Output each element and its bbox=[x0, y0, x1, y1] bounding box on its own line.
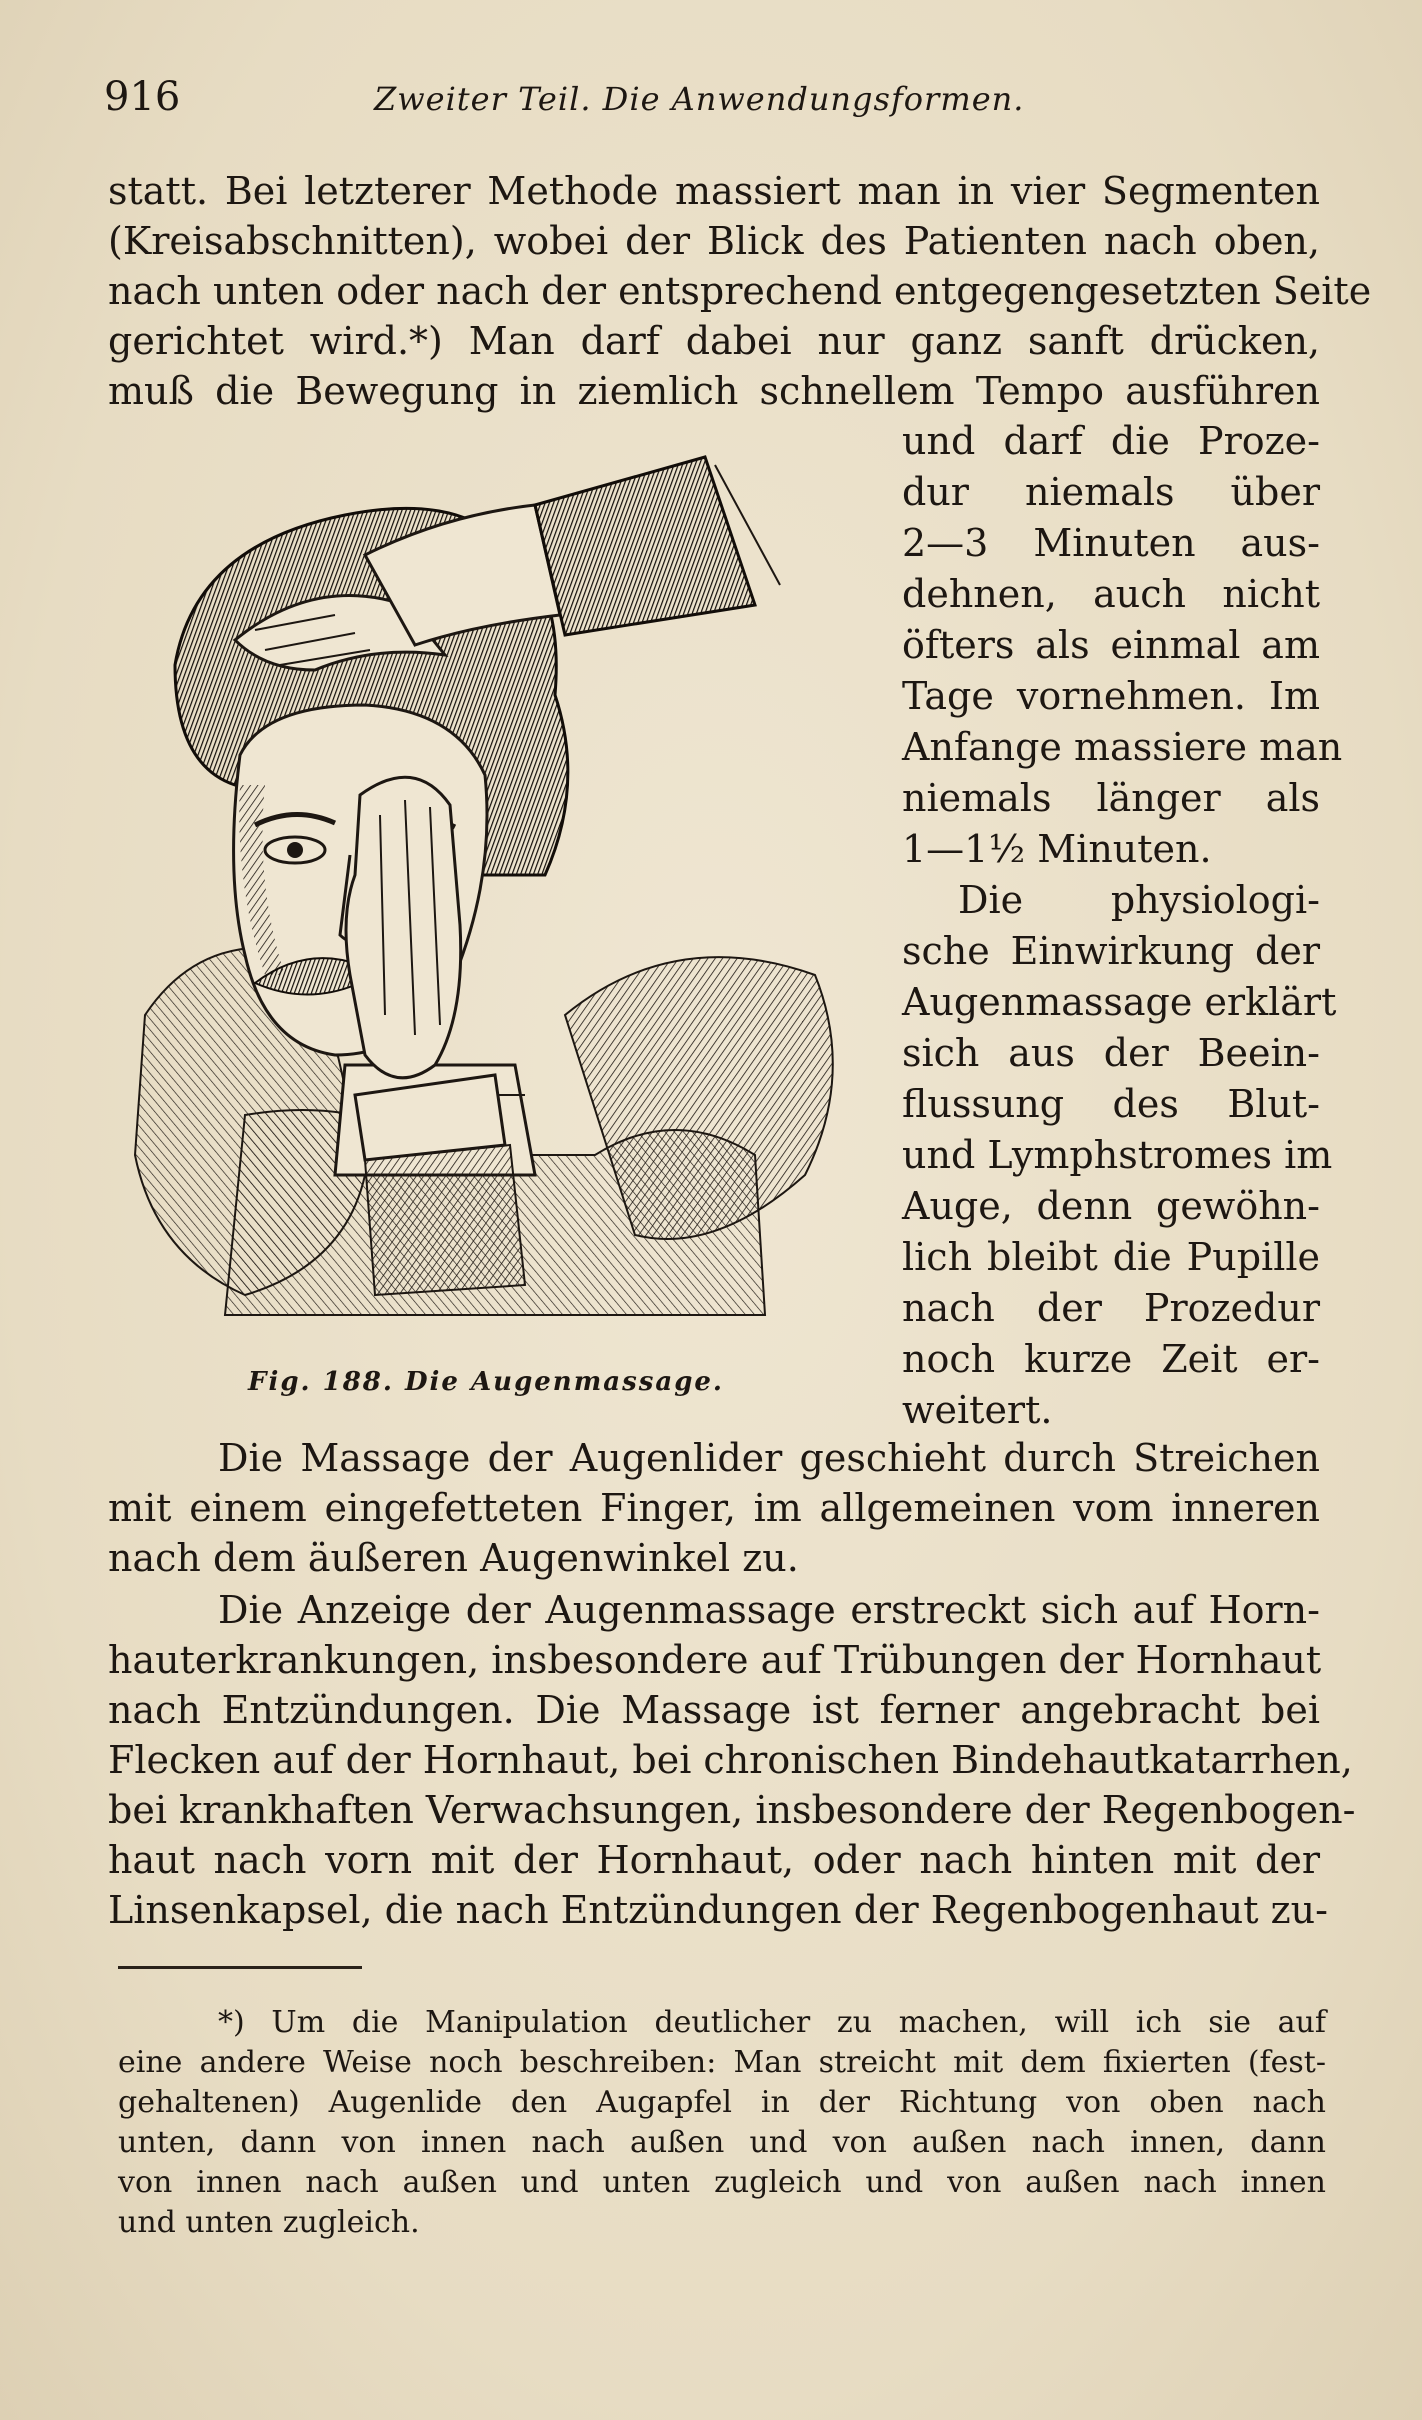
side-text-line: weitert. bbox=[902, 1388, 1053, 1432]
text-line: (Kreisabschnitten), wobei der Blick des Patienten nach oben, bbox=[108, 219, 1320, 263]
text-line: haut nach vorn mit der Hornhaut, oder nach hinten mit der bbox=[108, 1838, 1320, 1882]
text-line: bei krankhaften Verwachsungen, insbesondere der Regenbogen- bbox=[108, 1788, 1356, 1832]
text-line: muß die Bewegung in ziemlich schnellem Tempo ausführen bbox=[108, 369, 1320, 413]
footnote-line: eine andere Weise noch beschreiben: Man streicht mit dem fixierten (fest- bbox=[118, 2045, 1326, 2080]
side-text-line: und darf die Proze- bbox=[902, 419, 1320, 463]
side-text-line: 1—1½ Minuten. bbox=[902, 827, 1212, 871]
side-text-line: niemals länger als bbox=[902, 776, 1320, 820]
figure-caption: Fig. 188. Die Augenmassage. bbox=[248, 1367, 724, 1397]
text-line: nach unten oder nach der entsprechend entgegengesetzten Seite bbox=[108, 269, 1372, 313]
side-text-line: sich aus der Beein- bbox=[902, 1031, 1320, 1075]
footnote-divider bbox=[118, 1966, 362, 1969]
side-text-line: flussung des Blut- bbox=[902, 1082, 1320, 1126]
running-head: Zweiter Teil. Die Anwendungsformen. bbox=[374, 80, 1025, 118]
text-line: hauterkrankungen, insbesondere auf Trübungen der Hornhaut bbox=[108, 1638, 1322, 1682]
page-number: 916 bbox=[104, 74, 181, 120]
side-text-line: Auge, denn gewöhn- bbox=[902, 1184, 1320, 1228]
page-header bbox=[104, 74, 1324, 124]
side-text-line: dehnen, auch nicht bbox=[902, 572, 1320, 616]
footnote-line: von innen nach außen und unten zugleich und von außen nach innen bbox=[118, 2165, 1326, 2200]
footnote-line: gehaltenen) Augenlide den Augapfel in der Richtung von oben nach bbox=[118, 2085, 1326, 2120]
engraving-illustration bbox=[115, 455, 855, 1335]
side-text-line: dur niemals über bbox=[902, 470, 1320, 514]
footnote-line: und unten zugleich. bbox=[118, 2205, 420, 2240]
text-line: statt. Bei letzterer Methode massiert man in vier Segmenten bbox=[108, 169, 1320, 213]
side-text-line: öfters als einmal am bbox=[902, 623, 1320, 667]
text-line: gerichtet wird.*) Man darf dabei nur ganz sanft drücken, bbox=[108, 319, 1320, 363]
side-text-line: Anfange massiere man bbox=[902, 725, 1343, 769]
footnote-line: unten, dann von innen nach außen und von außen nach innen, dann bbox=[118, 2125, 1326, 2160]
side-text-line: Augenmassage erklärt bbox=[902, 980, 1337, 1024]
text-line: nach Entzündungen. Die Massage ist ferner angebracht bei bbox=[108, 1688, 1320, 1732]
side-text-line: lich bleibt die Pupille bbox=[902, 1235, 1320, 1279]
side-text-line: Tage vornehmen. Im bbox=[902, 674, 1320, 718]
side-text-line: 2—3 Minuten aus- bbox=[902, 521, 1320, 565]
side-text-line: Die physiologi- bbox=[958, 878, 1320, 922]
text-line: Die Massage der Augenlider geschieht durch Streichen bbox=[218, 1436, 1320, 1480]
text-line: Die Anzeige der Augenmassage erstreckt sich auf Horn- bbox=[218, 1588, 1320, 1632]
footnote-line: *) Um die Manipulation deutlicher zu machen, will ich sie auf bbox=[218, 2005, 1326, 2040]
text-line: nach dem äußeren Augenwinkel zu. bbox=[108, 1536, 799, 1580]
text-line: Flecken auf der Hornhaut, bei chronischen Bindehautkatarrhen, bbox=[108, 1738, 1353, 1782]
side-text-line: nach der Prozedur bbox=[902, 1286, 1320, 1330]
side-text-line: und Lymphstromes im bbox=[902, 1133, 1333, 1177]
figure-eye-massage-illustration bbox=[115, 455, 855, 1335]
text-line: mit einem eingefetteten Finger, im allgemeinen vom inneren bbox=[108, 1486, 1320, 1530]
side-text-line: noch kurze Zeit er- bbox=[902, 1337, 1320, 1381]
side-text-line: sche Einwirkung der bbox=[902, 929, 1320, 973]
text-line: Linsenkapsel, die nach Entzündungen der Regenbogenhaut zu- bbox=[108, 1888, 1328, 1932]
